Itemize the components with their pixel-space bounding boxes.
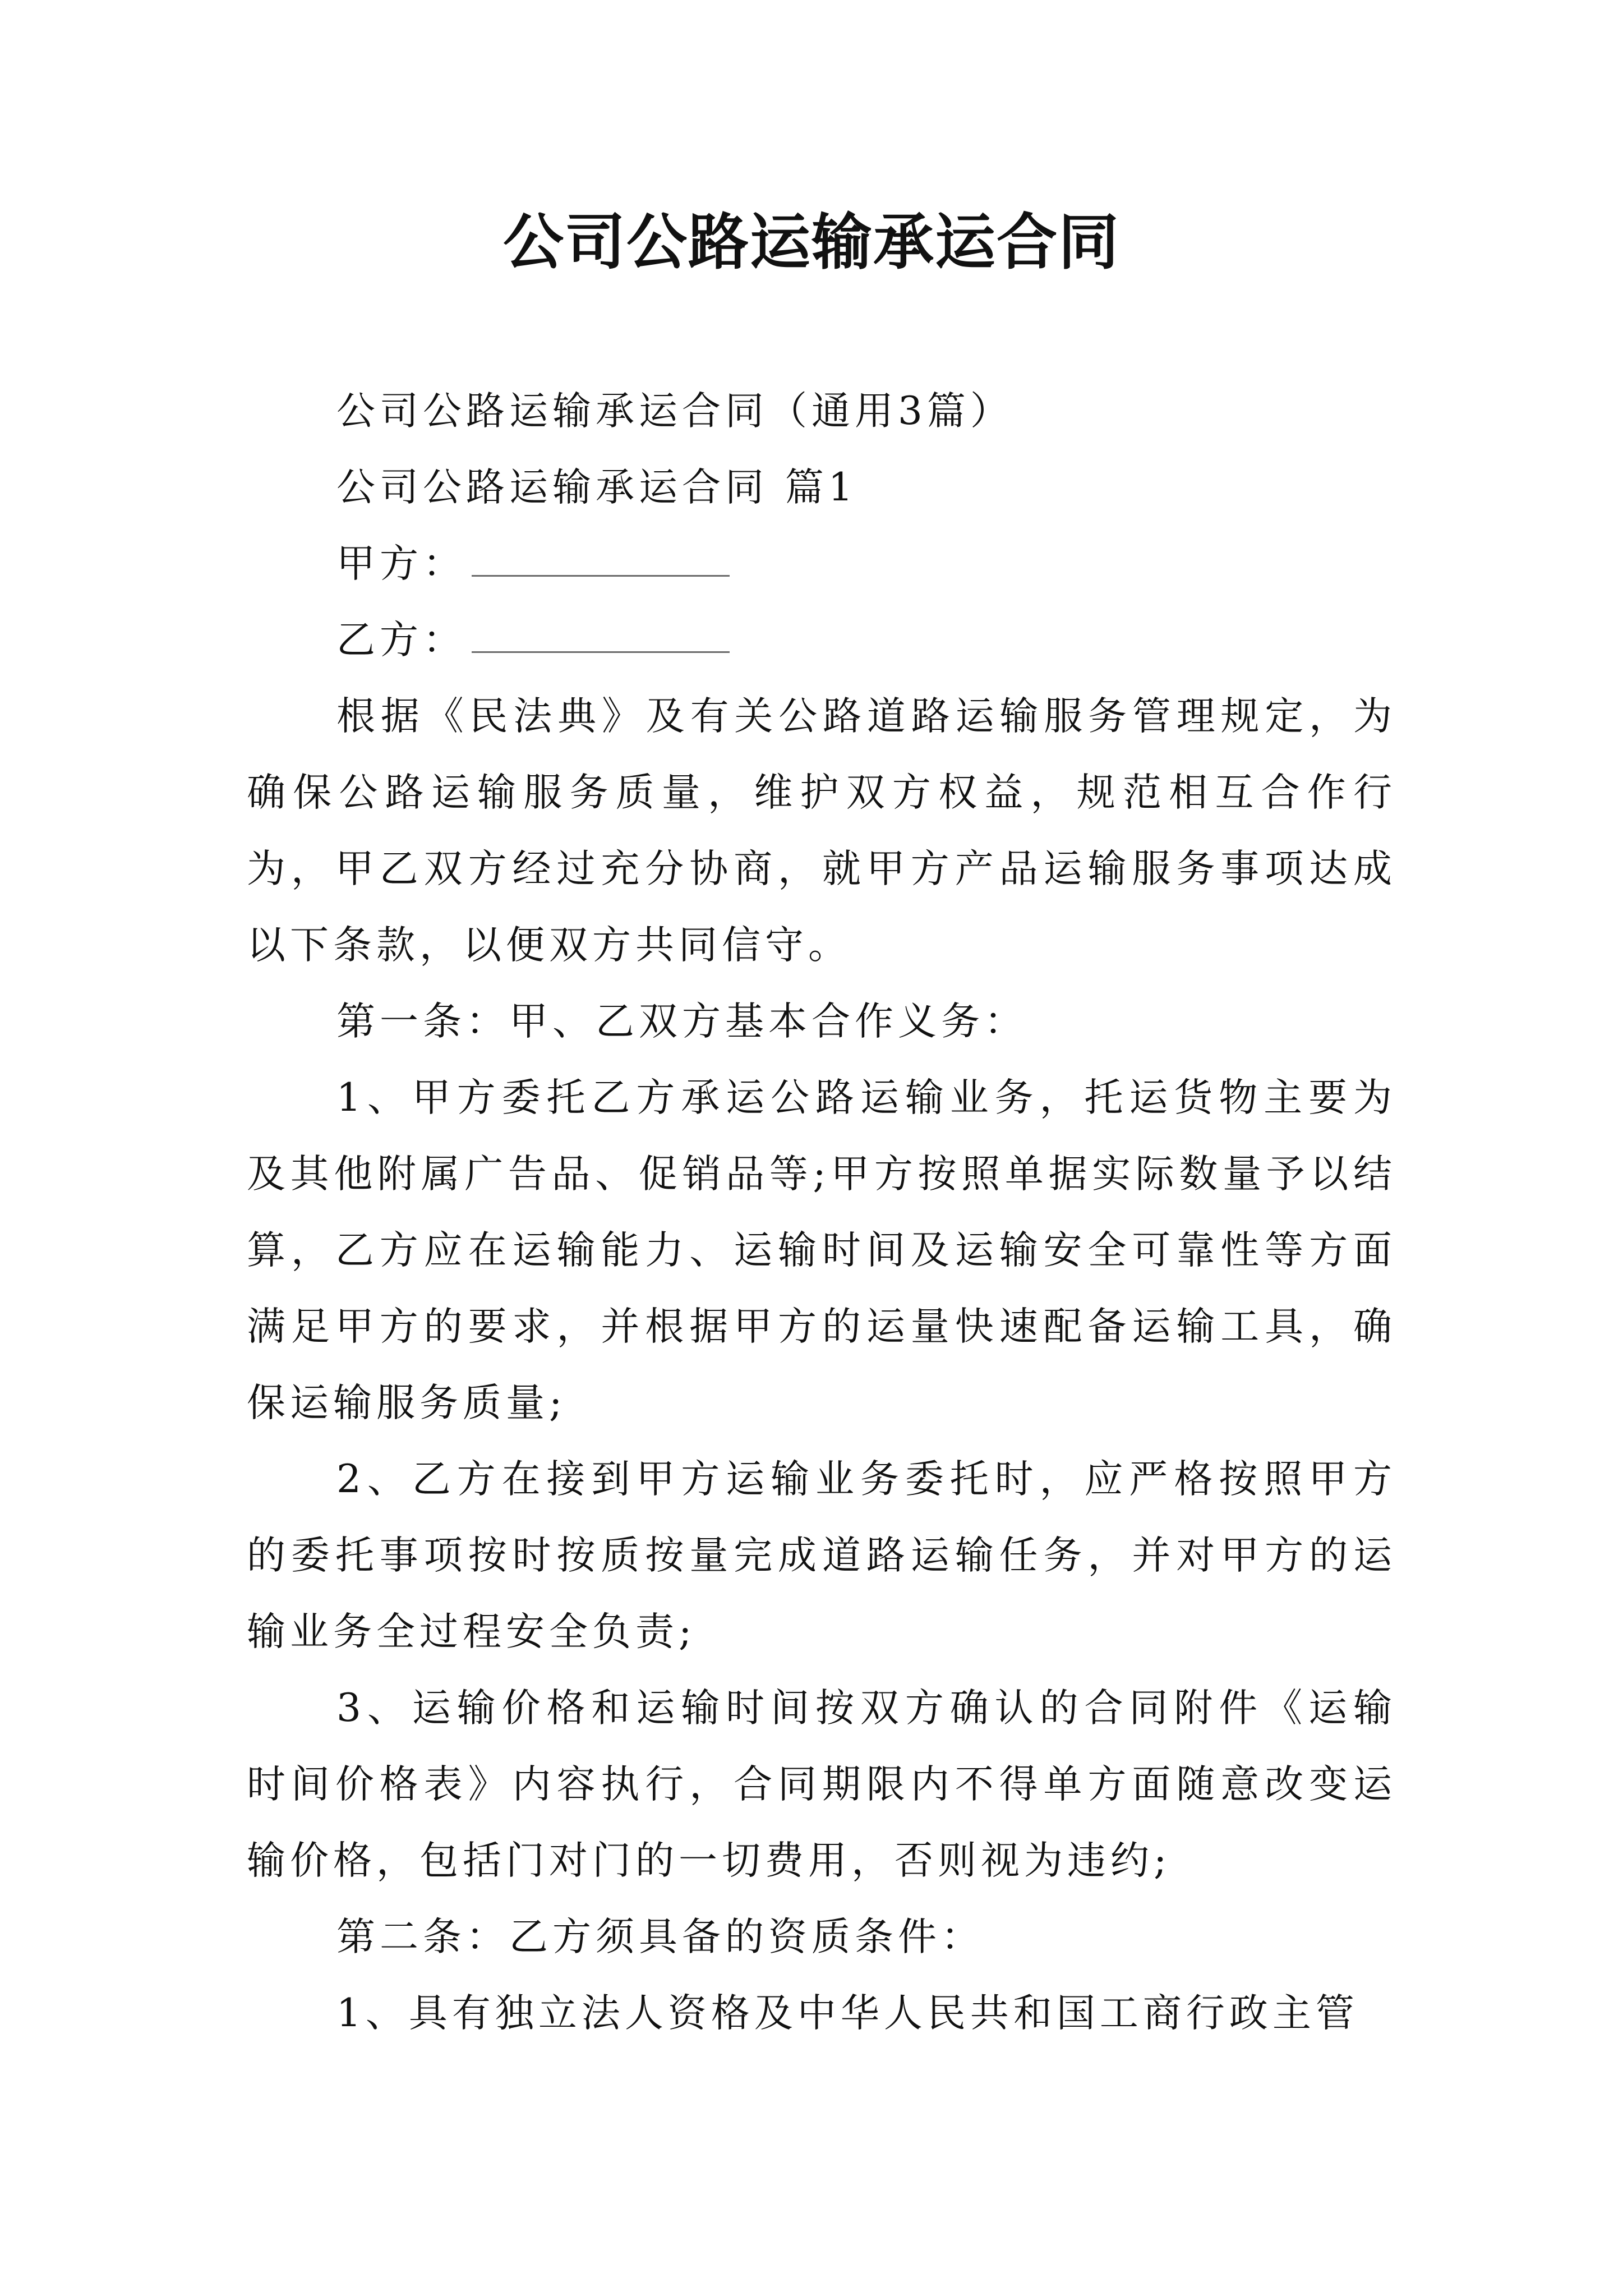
document-title: 公司公路运输承运合同 — [502, 207, 1120, 278]
party-b-label: 乙方： — [336, 618, 466, 662]
article-heading-2: 第二条：乙方须具备的资质条件： — [336, 1915, 984, 1959]
article-1-clause-1: 1、甲方委托乙方承运公路运输业务，托运货物主要为及其他附属广告品、促销品等;甲方按照单据实际数量予以结算，乙方应在运输能力、运输时间及运输安全可靠性等方面满足甲方的要求，并根据甲方的运量快速配备运输工具，确保运输服务质量; — [247, 1075, 1396, 1425]
part-heading: 公司公路运输承运合同 篇1 — [336, 465, 857, 510]
party-a-blank-line — [472, 529, 730, 577]
article-2-clause-1: 1、具有独立法人资格及中华人民共和国工商行政主管 — [336, 1991, 1359, 2036]
party-b-field — [247, 602, 1396, 678]
article-heading-1: 第一条：甲、乙双方基本合作义务： — [336, 999, 1027, 1044]
document-body — [247, 373, 1396, 2051]
article-1-clause-2: 2、乙方在接到甲方运输业务委托时，应严格按照甲方的委托事项按时按质按量完成道路运输任务，并对甲方的运输业务全过程安全负责; — [247, 1457, 1396, 1654]
document-subtitle: 公司公路运输承运合同（通用3篇） — [336, 389, 1013, 434]
party-a-label: 甲方： — [336, 541, 466, 586]
party-a-field — [247, 526, 1396, 602]
party-b-blank-line — [472, 605, 730, 653]
article-1-clause-3: 3、运输价格和运输时间按双方确认的合同附件《运输时间价格表》内容执行，合同期限内不得单方面随意改变运输价格，包括门对门的一切费用，否则视为违约; — [247, 1686, 1396, 1883]
preamble-paragraph: 根据《民法典》及有关公路道路运输服务管理规定，为确保公路运输服务质量，维护双方权益，规范相互合作行为，甲乙双方经过充分协商，就甲方产品运输服务事项达成以下条款，以便双方共同信守。 — [247, 694, 1396, 968]
